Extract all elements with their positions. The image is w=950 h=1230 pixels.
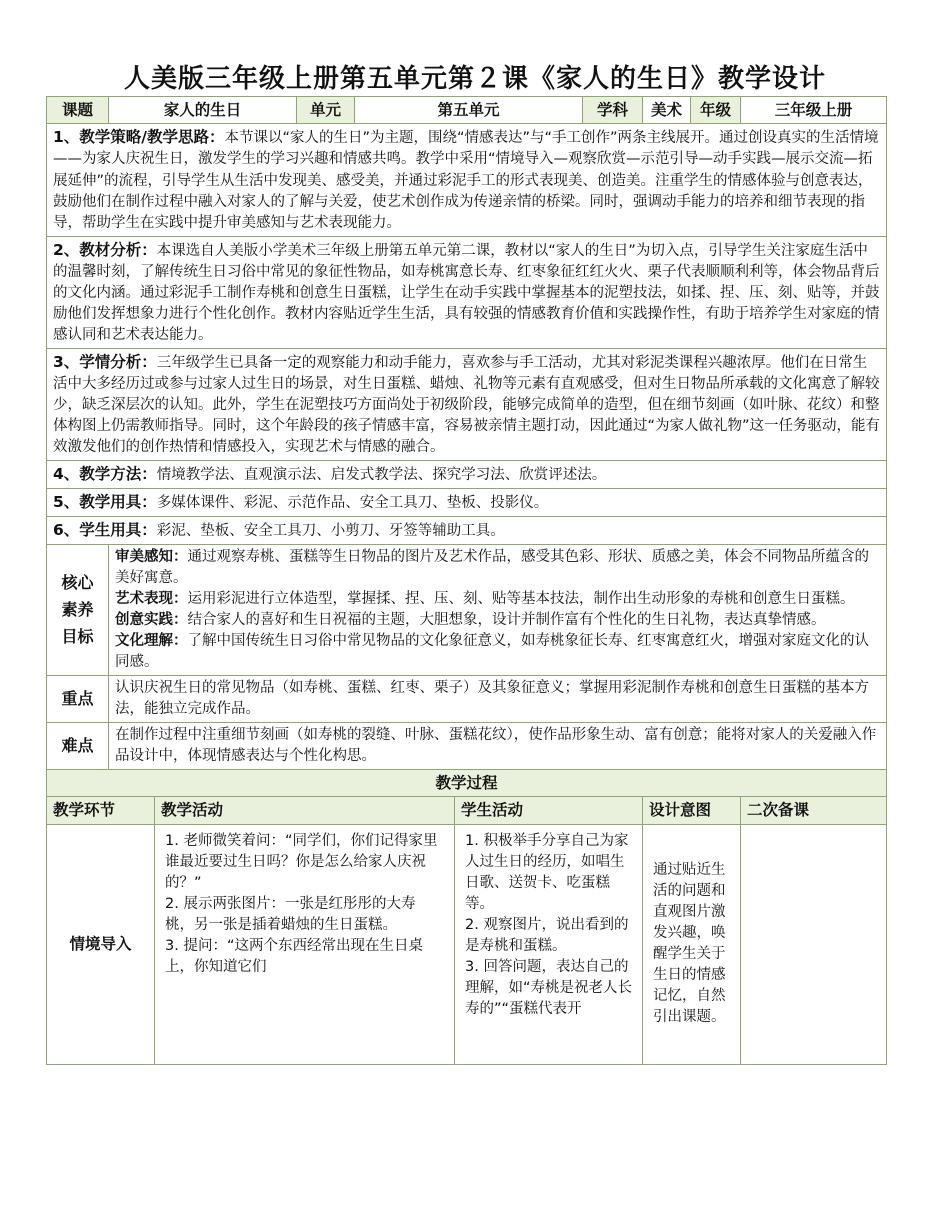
- difficulty-text: 在制作过程中注重细节刻画（如寿桃的裂缝、叶脉、蛋糕花纹），使作品形象生动、富有创意；能将对家人的关爱融入作品设计中，体现情感表达与个性化构思。: [109, 722, 887, 769]
- page-title: 人美版三年级上册第五单元第２课《家人的生日》教学设计: [123, 64, 826, 94]
- section-heading: 5、教学用具：: [53, 492, 157, 511]
- goal-creative: 创意实践：结合家人的喜好和生日祝福的主题，大胆想象，设计并制作富有个性化的生日礼物，表达真挚情感。: [115, 611, 826, 628]
- student-activity: 1. 积极举手分享自己为家人过生日的经历，如唱生日歌、送贺卡、吃蛋糕等。 2. 观察图片，说出看到的是寿桃和蛋糕。 3. 回答问题，表达自己的理解，如“寿桃是祝老人长寿的”“蛋糕代表开: [455, 824, 643, 1064]
- grade-label: 年级: [691, 97, 741, 124]
- key-point-row: [47, 675, 887, 722]
- col-design-intent: 设计意图: [643, 797, 741, 824]
- section-heading: 3、学情分析：: [53, 352, 157, 371]
- section-heading: 6、学生用具：: [53, 520, 157, 539]
- second-prep-note: [741, 824, 887, 1064]
- col-student-activity: 学生活动: [455, 797, 643, 824]
- key-point-label: 重点: [47, 675, 109, 722]
- teacher-activity: 1. 老师微笑着问：“同学们，你们记得家里谁最近要过生日吗？你是怎么给家人庆祝的？” 2. 展示两张图片：一张是红彤彤的大寿桃，另一张是插着蜡烛的生日蛋糕。 3. 提问：“这两个东西经常出现在生日桌上，你知道它们: [155, 824, 455, 1064]
- section-textbook-analysis: [47, 236, 887, 348]
- core-goals-label: 核心素养目标: [47, 544, 109, 675]
- section-learner-analysis: [47, 348, 887, 460]
- course-label: 课题: [47, 97, 109, 124]
- section-text: 本节课以“家人的生日”为主题，围绕“情感表达”与“手工创作”两条主线展开。通过创设真实的生活情境——为家人庆祝生日，激发学生的学习兴趣和情感共鸣。教学中采用“情境导入—观察欣赏—示范引导—动手实践—展示交流—拓展延伸”的流程，引导学生从生活中发现美、感受美，并通过彩泥手工的形式表现美、创造美。注重学生的情感体验与创意表达，鼓励他们在制作过程中融入对家人的了解与关爱，使艺术创作成为传递亲情的桥梁。同时，强调动手能力的培养和细节表现的指导，帮助学生在实践中提升审美感知与艺术表现能力。: [53, 130, 879, 231]
- section-text: 本课选自人美版小学美术三年级上册第五单元第二课，教材以“家人的生日”为切入点，引导学生关注家庭生活中的温馨时刻，了解传统生日习俗中常见的象征性物品，如寿桃寓意长寿、红枣象征红红火火、栗子代表顺顺利利等，体会物品背后的文化内涵。通过彩泥手工制作寿桃和创意生日蛋糕，让学生在动手实践中掌握基本的泥塑技法，如揉、捏、压、刻、贴等，并鼓励他们发挥想象力进行个性化创作。教材内容贴近学生生活，具有较强的情感教育价值和实践操作性，有助于培养学生对家庭的情感认同和艺术表达能力。: [53, 242, 880, 343]
- section-methods: [47, 460, 887, 488]
- process-row: [47, 824, 887, 1064]
- section-text: 多媒体课件、彩泥、示范作品、安全工具刀、垫板、投影仪。: [156, 494, 549, 511]
- section-text: 三年级学生已具备一定的观察能力和动手能力，喜欢参与手工活动，尤其对彩泥类课程兴趣浓厚。他们在日常生活中大多经历过或参与过家人过生日的场景，对生日蛋糕、蜡烛、礼物等元素有直观感受，但对生日物品所承载的文化寓意了解较少，缺乏深层次的认知。此外，学生在泥塑技巧方面尚处于初级阶段，能够完成简单的造型，但在细节刻画（如叶脉、花纹）和整体构图上仍需教师指导。同时，这个年龄段的孩子情感丰富，容易被亲情主题打动，因此通过“为家人做礼物”这一任务驱动，能有效激发他们的创作热情和情感投入，实现艺术与情感的融合。: [53, 354, 881, 455]
- process-title-row: [47, 769, 887, 796]
- subject-value: 美术: [643, 97, 691, 124]
- header-row: [47, 97, 887, 124]
- col-stage: 教学环节: [47, 797, 155, 824]
- section-student-tools: [47, 516, 887, 544]
- section-heading: 1、教学策略/教学思路：: [53, 128, 225, 147]
- subject-label: 学科: [583, 97, 643, 124]
- goal-expression: 艺术表现：运用彩泥进行立体造型，掌握揉、捏、压、刻、贴等基本技法，制作出生动形象的寿桃和创意生日蛋糕。: [115, 590, 855, 607]
- process-title: 教学过程: [47, 769, 887, 796]
- goal-aesthetic: 审美感知：通过观察寿桃、蛋糕等生日物品的图片及艺术作品，感受其色彩、形状、质感之美，体会不同物品所蕴含的美好寓意。: [115, 548, 869, 586]
- difficulty-label: 难点: [47, 722, 109, 769]
- course-value: 家人的生日: [109, 97, 297, 124]
- section-heading: 4、教学方法：: [53, 464, 157, 483]
- design-intent: 通过贴近生活的问题和直观图片激发兴趣，唤醒学生关于生日的情感记忆，自然引出课题。: [643, 824, 741, 1064]
- difficulty-row: [47, 722, 887, 769]
- lesson-plan-table: [46, 96, 887, 1065]
- col-second-prep: 二次备课: [741, 797, 887, 824]
- process-header-row: [47, 797, 887, 824]
- section-text: 彩泥、垫板、安全工具刀、小剪刀、牙签等辅助工具。: [156, 522, 505, 539]
- unit-label: 单元: [297, 97, 355, 124]
- stage-name: 情境导入: [47, 824, 155, 1064]
- goal-culture: 文化理解：了解中国传统生日习俗中常见物品的文化象征意义，如寿桃象征长寿、红枣寓意红火，增强对家庭文化的认同感。: [115, 632, 869, 670]
- section-strategy: [47, 124, 887, 236]
- section-teaching-tools: [47, 488, 887, 516]
- col-teacher-activity: 教学活动: [155, 797, 455, 824]
- section-heading: 2、教材分析：: [53, 240, 157, 259]
- key-point-text: 认识庆祝生日的常见物品（如寿桃、蛋糕、红枣、栗子）及其象征意义；掌握用彩泥制作寿桃和创意生日蛋糕的基本方法，能独立完成作品。: [109, 675, 887, 722]
- unit-value: 第五单元: [355, 97, 583, 124]
- core-goals-row: [47, 544, 887, 675]
- section-text: 情境教学法、直观演示法、启发式教学法、探究学习法、欣赏评述法。: [156, 466, 607, 483]
- grade-value: 三年级上册: [741, 97, 887, 124]
